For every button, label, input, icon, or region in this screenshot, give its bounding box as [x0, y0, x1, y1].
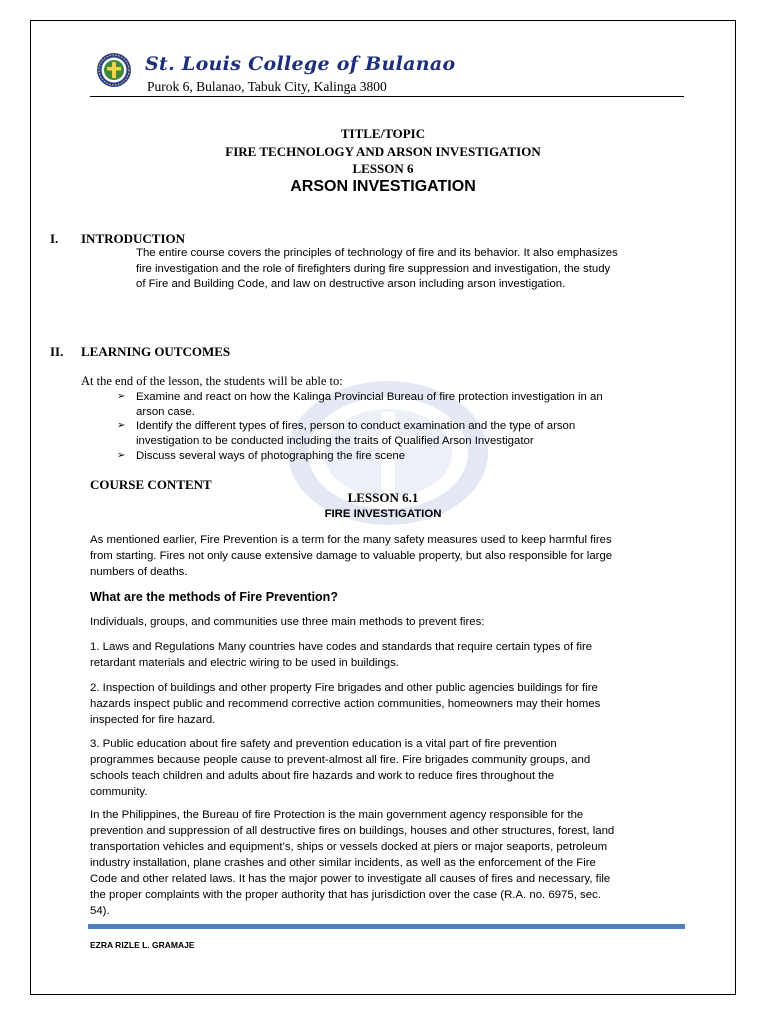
title-label: TITLE/TOPIC	[340, 126, 426, 141]
bullet-arrow-icon: ➢	[117, 420, 126, 431]
footer-author: EZRA RIZLE L. GRAMAJE	[90, 940, 195, 950]
outcomes-lead: At the end of the lesson, the students will be able to:	[81, 374, 343, 388]
intro-line: fire investigation and the role of firefighters during fire suppression and investigation, the study	[136, 263, 611, 275]
intro-line: of Fire and Building Code, and law on destructive arson including arson investigation.	[136, 278, 566, 290]
lesson-subtitle: FIRE INVESTIGATION	[324, 508, 442, 520]
college-name: St. Louis College of Bulanao	[145, 53, 456, 75]
lesson-subheading: LESSON 6.1	[347, 490, 419, 505]
outcome-item: investigation to be conducted including the traits of Qualified Arson Investigator	[136, 435, 534, 447]
paragraph: 3. Public education about fire safety and prevention education is a vital part of fire prevention programmes because people cause to prevent-almost all fire. Fire brigades community groups, and schools teach children and adults about fire hazards and work to reduce fires throughout the community.	[90, 738, 591, 798]
section-heading-outcomes: LEARNING OUTCOMES	[81, 344, 231, 359]
bullet-arrow-icon: ➢	[117, 450, 126, 461]
outcome-item: Identify the different types of fires, person to conduct examination and the type of arson	[136, 420, 576, 432]
lesson-number: LESSON 6	[352, 161, 414, 176]
footer-bar	[88, 924, 685, 929]
paragraph: In the Philippines, the Bureau of fire Protection is the main government agency responsible for the prevention and suppression of all destructive fires on buildings, houses and other structures, forest, land transportation vehicles and equipment’s, ships or vessels docked at piers or major seaports, petroleum industry installation, plane crashes and other similar incidents, as well as the enforcement of the Fire Code and other related laws. It has the major power to investigate all causes of fires and necessary, file the proper complaints with the proper authority that has jurisdiction over the case (R.A. no. 6975, sec. 54).	[90, 809, 615, 917]
page-title: ARSON INVESTIGATION	[290, 178, 476, 195]
header-divider	[90, 96, 684, 97]
course-content-heading: COURSE CONTENT	[90, 477, 212, 492]
paragraph: As mentioned earlier, Fire Prevention is a term for the many safety measures used to keep harmful fires from starting. Fires not only cause extensive damage to valuable property, but also responsible for large numbers of deaths.	[90, 534, 613, 578]
section-numeral-outcomes: II.	[50, 344, 64, 359]
paragraph: 2. Inspection of buildings and other property Fire brigades and other public agencies buildings for fire hazards inspect public and recommend corrective action communities, homeowners may their homes inspected for fire hazard.	[90, 682, 601, 726]
outcome-item: Discuss several ways of photographing the fire scene	[136, 450, 406, 462]
outcome-item: Examine and react on how the Kalinga Provincial Bureau of fire protection investigation in an	[136, 391, 603, 403]
paragraph: Individuals, groups, and communities use three main methods to prevent fires:	[90, 616, 485, 628]
outcome-item: arson case.	[136, 406, 195, 418]
intro-line: The entire course covers the principles of technology of fire and its behavior. It also emphasizes	[136, 247, 618, 259]
section-numeral-intro: I.	[50, 231, 59, 246]
college-seal-icon	[92, 52, 136, 88]
college-address: Purok 6, Bulanao, Tabuk City, Kalinga 3800	[147, 79, 387, 94]
section-heading-intro: INTRODUCTION	[81, 231, 186, 246]
paragraph: 1. Laws and Regulations Many countries have codes and standards that require certain types of fire retardant materials and electric wiring to be used in buildings.	[90, 641, 593, 669]
bullet-arrow-icon: ➢	[117, 391, 126, 402]
course-title: FIRE TECHNOLOGY AND ARSON INVESTIGATION	[225, 144, 541, 159]
section-question: What are the methods of Fire Prevention?	[90, 590, 338, 604]
